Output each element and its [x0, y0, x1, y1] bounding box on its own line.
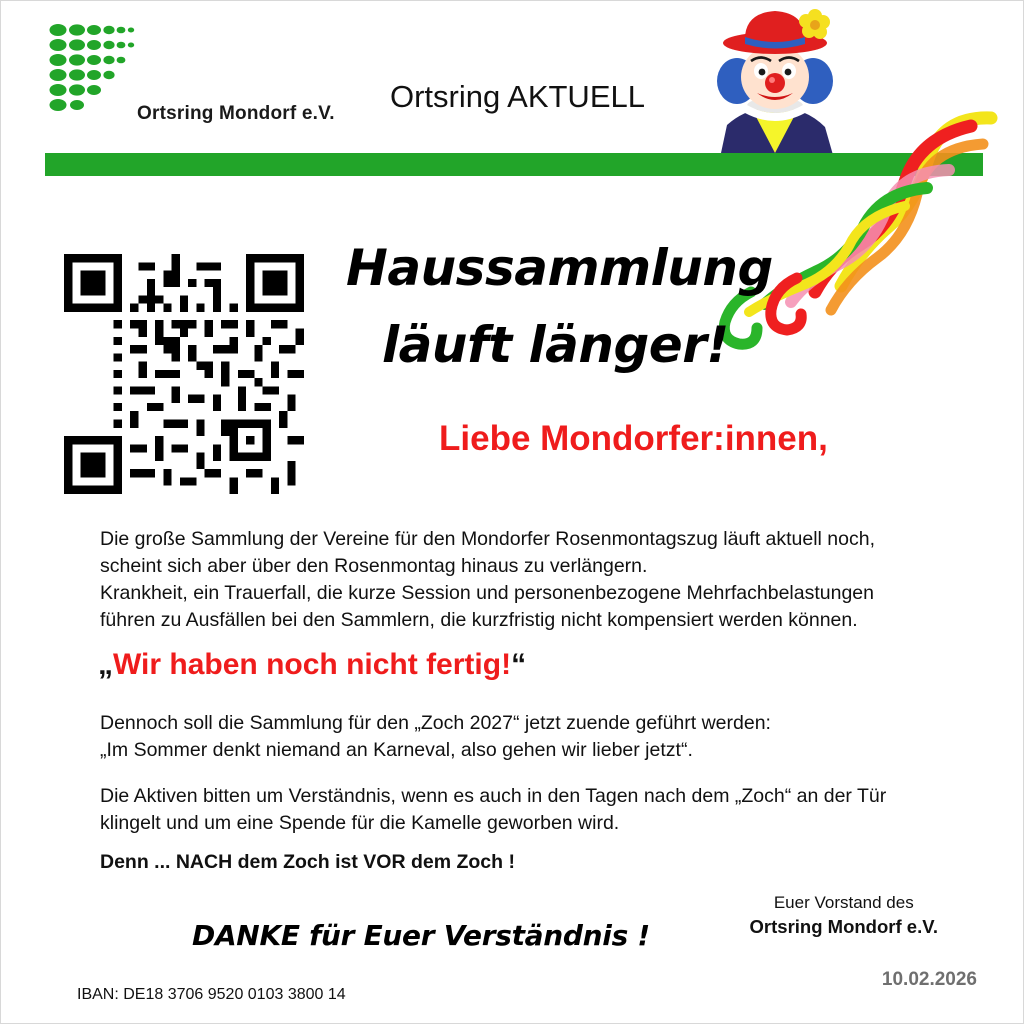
- paragraph-1: [100, 526, 930, 634]
- quote-text: Wir haben noch nicht fertig!: [113, 648, 512, 681]
- signature-line-2: Ortsring Mondorf e.V.: [749, 916, 938, 937]
- logo-block: [45, 19, 345, 129]
- date-text: 10.02.2026: [881, 969, 977, 990]
- thanks-line: DANKE für Euer Verständnis !: [192, 919, 650, 952]
- signature-line-1: Euer Vorstand des: [773, 893, 914, 912]
- paragraph-2-sentence-2: „Im Sommer denkt niemand an Karneval, also gehen wir lieber jetzt“.: [100, 739, 693, 761]
- clown-mascot-icon: [687, 3, 862, 175]
- signature-block: [750, 891, 938, 939]
- quote-open-mark: „: [98, 648, 113, 681]
- salutation: Liebe Mondorfer:innen,: [439, 419, 828, 458]
- green-divider-bar: [45, 153, 983, 176]
- red-quote: [98, 648, 526, 682]
- paragraph-1-sentence-1: Die große Sammlung der Vereine für den Mondorfer Rosenmontagszug läuft aktuell noch, scheint sich aber über den Rosenmontag hinaus zu verlängern.: [100, 528, 876, 577]
- header: [1, 1, 1024, 176]
- paragraph-1-sentence-2: Krankheit, ein Trauerfall, die kurze Session und personenbezogene Mehrfachbelastungen führen zu Ausfällen bei den Sammlern, die kurzfristig nicht kompensiert werden können.: [100, 582, 875, 631]
- quote-close-mark: “: [511, 648, 527, 681]
- paragraph-3: Die Aktiven bitten um Verständnis, wenn es auch in den Tagen nach dem „Zoch“ an der Tür klingelt und um eine Spende für die Kamelle geworben wird.: [100, 785, 887, 834]
- org-name: Ortsring Mondorf e.V.: [137, 103, 335, 124]
- iban-text: IBAN: DE18 3706 9520 0103 3800 14: [77, 986, 346, 1003]
- qr-code-icon[interactable]: [64, 254, 304, 494]
- headline-line-2: läuft länger!: [382, 316, 729, 374]
- paragraph-2: [100, 710, 930, 764]
- headline-line-1: Haussammlung: [346, 239, 773, 297]
- paragraph-2-sentence-1: Dennoch soll die Sammlung für den „Zoch 2027“ jetzt zuende geführt werden:: [100, 712, 771, 734]
- bold-slogan: Denn ... NACH dem Zoch ist VOR dem Zoch !: [100, 851, 515, 873]
- newsletter-title: Ortsring AKTUELL: [390, 79, 645, 114]
- ortsring-dots-logo-icon: [45, 19, 145, 119]
